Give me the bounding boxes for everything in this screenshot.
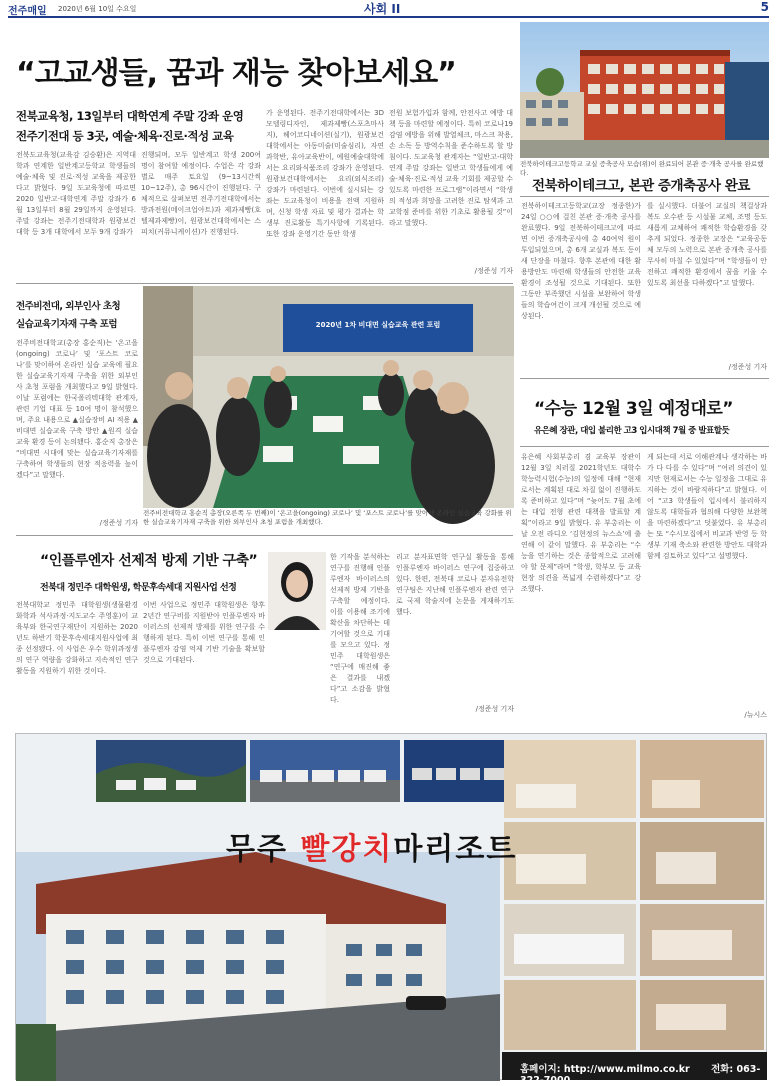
article3-body: 전주비전대학교(총장 홍순직)는 ‘온고을(ongoing) 코로나’ 및 ‘포스트 코로나’를 맞이하여 온라인 실습 교육에 필요한 실습교육기자재 구축을 위한 외부인사 초청 포럼을 개최했다고 9일 밝혔다. 이날 포럼에는 한국폴리텍대학 관계자, 관련 기업 대표 등 10여 명이 참석했으며, 주요 내용으로 ▲실습장비 AI 적용 ▲비대면 실습교육 구축 방안 ▲원격 실습 교육 환경 등이 논의됐다. 홍순직 총장은 “비대면 시대에 맞는 실습교육기자재를 구축하여 학생들의 현장 적응력을 높이겠다”고 말했다. [16, 339, 138, 479]
article1-col3: 가 운영된다. 전주기전대학에서는 3D모델링디자인, 제과제빵(스포츠마사지), 헤어코디네이션(실기), 원광보건대학에서는 아동미술(미술심리), 자연과학반, 유아교육반이, 예원예술대학에서는 요리와식품조리 강좌가 운영된다. 원광보건대학에서는 요리(외식조리) 강좌가 마련된다. 이번에 실시되는 강좌는 도교육청이 비용을 전액 지원하며, 신청 학생 자료 및 평가 결과는 학생부 진로활동 특기사항에 기록된다. 또한 강좌 운영기간 동안 학생 [266, 109, 384, 238]
article5-byline: /정준성 기자 [475, 705, 514, 713]
article5-col1: 전북대학교 정민주 대학원생(생물환경화학과 석사과정·지도교수 주영훈)이 교육부와 한국연구재단이 지원하는 2020년도 하반기 학문후속세대지원사업에 최종 선정됐다. 이 사업은 우수 학위과정생의 연구 역량을 강화하고 지속적인 연구 활동을 지원하기 위한 것이다. [16, 601, 138, 675]
article1-subheadline-2: 전주기전대 등 3곳, 예술·체육·진로·적성 교육 [16, 129, 234, 143]
ad-title-suffix: 리조트 [424, 832, 518, 867]
resort-advertisement [15, 733, 767, 1086]
ad-title-mid: 마 [393, 832, 425, 867]
article2-col2: 를 실시했다. 더불어 교실의 책걸상과 복도 오수관 등 시설물 교체, 조명 등도 새롭게 교체하여 쾌적한 학습환경을 갖추게 되었다. 정종한 교장은 “교육공동체 모두의 노력으로 본관 증개축 공사를 무사히 마칠 수 있었다”며 “학생들이 안전하고 쾌적한 환경에서 꿈을 키울 수 있도록 최선을 다하겠다”고 말했다. [647, 202, 767, 287]
article5-headline: “인플루엔자 선제적 방제 기반 구축” [40, 553, 258, 569]
resort-ad-title [226, 824, 517, 868]
ad-phone: 전화: 063-322-7000 [520, 1064, 761, 1086]
issue-date: 2020년 6월 10일 수요일 [58, 5, 137, 13]
newspaper-name: 전주매일 [8, 6, 47, 17]
article1-col1: 전북도교육청(교육감 김승환)은 지역대학과 연계한 일반계고등학교 학생들의 예술·체육 및 진로·적성 교육을 제공한다고 밝혔다. 9일 도교육청에 따르면 2020 일반고·대학연계 주말 강좌가 6월 13일부터 8월 29일까지 운영된다. 주말 강좌는 전주기전대학과 원광보건대학 등 3개 대학에서 모두 9개 강좌가 [16, 151, 136, 236]
portrait-illustration [268, 552, 326, 630]
article3-subheadline: 실습교육기자재 구축 포럼 [16, 319, 118, 330]
article3-tag: 전주비전대, 외부인사 초청 [16, 301, 121, 312]
forum-photo-caption: 전주비전대학교 홍순직 총장(오른쪽 두 번째)이 ‘온고을(ongoing) 코로나’ 및 ‘포스트 코로나’를 맞이해 온라인 실습교육 강화를 위한 실습교육기자재 구축을 위한 외부인사 초청 포럼을 개최했다. [143, 509, 512, 526]
article4-subheadline: 유은혜 장관, 대입 불리한 고3 입시대책 7월 중 발표할듯 [534, 426, 730, 436]
article5-col2: 이번 사업으로 정민주 대학원생은 향후 2년간 연구비를 지원받아 인플루엔자 바이러스의 선제적 방제를 위한 연구를 수행하게 된다. 특히 이번 연구를 통해 인플루엔자 감염 억제 기반 기술을 확보할 것으로 기대된다. [143, 601, 265, 664]
school-photo-caption: 전북하이테크고등학교 교실 증축공사 모습(위)이 완료되어 본관 증·개축 공사를 완료했다. [520, 160, 764, 177]
article1-headline: “고교생들, 꿈과 재능 찾아보세요” [16, 56, 456, 91]
resort-ad-illustration [16, 734, 768, 1081]
ad-title-highlight: 빨강치 [300, 832, 394, 867]
section-title: 사회 II [364, 2, 401, 16]
article1-col4: 전원 보험가입과 함께, 안전사고 예방 대책 등을 마련할 예정이다. 특히 코로나19 감염 예방을 위해 발열체크, 마스크 착용, 손 소독 등 방역수칙을 준수하도록 할 방침이다. 도교육청 관계자는 “일반고-대학연계 주말 강좌는 일반고 학생들에게 예술·체육·진로·적성 교육 기회를 제공할 수 있도록 마련한 프로그램”이라면서 “학생의 적성과 희망을 고려한 진로 탐색과 고교학점 준비를 위한 기초로 활용될 것”이라고 말했다. [389, 109, 513, 227]
article4-col1: 유은혜 사회부총리 겸 교육부 장관이 12월 3일 치러질 2021학년도 대학수학능력시험(수능)의 일정에 대해 “현재로서는 계획된 대로 차질 없이 진행하도록 준비하고 있다”며 “늦어도 7월 초에는 대입 전형 관련 대책을 발표할 계획”이라고 9일 밝혔다. 유 부총리는 이날 오전 라디오 ‘김현정의 뉴스쇼’에 출연해 이 같이 말했다. 유 부총리는 “수능을 연기하는 것은 종합적으로 고려해야 할 문제”라며 “학생, 학부모 등 교육 현장 의견을 폭넓게 수렴하겠다”고 강조했다. [521, 453, 641, 593]
article4-col2: 게 되는데 서로 이해관계나 생각하는 바가 다 다를 수 있다”며 “여러 의견이 있지만 현재로서는 수능 일정을 그대로 유지하는 것이 바람직하다”고 밝혔다. 이어 “고3 학생들이 입시에서 불리하지 않도록 대학들과 협의해 다양한 보완책을 마련하겠다”고 덧붙였다. 유 부총리는 또 “수시모집에서 비교과 반영 등 학생부 기재 축소와 관련한 방안도 대학과 함께 검토하고 있다”고 설명했다. [647, 453, 767, 560]
ad-homepage[interactable]: 홈페이지: http://www.milmo.co.kr [520, 1064, 690, 1075]
forum-banner-text: 2020년 1차 비대면 실습교육 관련 포럼 [315, 321, 441, 329]
ad-title-prefix: 무주 [226, 832, 288, 867]
resort-ad-contact-bar [502, 1052, 767, 1086]
page-number: 5 [760, 0, 769, 14]
article5-subheadline: 전북대 정민주 대학원생, 학문후속세대 지원사업 선정 [40, 583, 237, 593]
forum-photo [143, 286, 514, 508]
school-building-illustration [520, 22, 769, 158]
article5-col4: 리고 분자표면학 연구실 활동을 통해 인플루엔자 바이러스 연구에 집중하고 있다. 한편, 전북대 코로나 분자유전학 연구팀은 지난해 인플루엔자 관련 연구로 국제 학술지에 논문을 게재하기도 했다. [396, 553, 514, 616]
article1-col2: 진행되며, 모두 일반계고 학생 200여 명이 참여할 예정이다. 수업은 각 강좌별로 매주 토요일 (9~13시간씩 10~12주), 총 96시간이 진행된다. 구체적으로 살펴보면 전주기전대학에서는 방과전원(메이크업아트)과 제과제빵(호텔제과제빵)이, 원광보건대학에서는 스피치(커뮤니케이션)가 진행된다. [141, 151, 261, 236]
article5-col3: 한 기작을 분석하는 연구를 진행해 인플루엔자 바이러스의 선제적 방제 기반을 구축할 예정이다. 이를 이용해 조기에 확산을 차단하는 데 기여할 것으로 기대를 모으고 있다. 정민주 대학원생은 “연구에 매진해 좋은 결과를 내겠다”고 소감을 밝혔다. [330, 553, 390, 704]
article2-col1: 전북하이테크고등학교(교장 정종한)가 24일 ○○에 걸친 본관 증·개축 공사를 완료했다. 9일 전북하이테크고에 따르면 이번 증개축공사에 총 40여억 원이 투입되었으며, 총 6개 교실과 복도 등이 새 단장을 마쳤다. 향후 본관에 대한 활용방안도 마련해 학생들의 안전한 교육환경이 조성될 것으로 기대된다. 또한 그동안 부족했던 시설을 보완하여 학생들의 학습여건이 크게 개선될 것으로 예상된다. [521, 202, 641, 320]
article3-byline: /정준성 기자 [99, 519, 138, 527]
article1-subheadline-1: 전북교육청, 13일부터 대학연계 주말 강좌 운영 [16, 109, 244, 123]
article4-headline: “수능 12월 3일 예정대로” [534, 399, 733, 419]
school-building-photo [520, 22, 769, 158]
masthead [8, 0, 769, 18]
portrait-photo [268, 552, 326, 630]
article2-headline: 전북하이테크고, 본관 증개축공사 완료 [532, 178, 750, 194]
article2-byline: /정준성 기자 [728, 363, 767, 371]
article1-byline: /정준성 기자 [474, 267, 513, 275]
article4-byline: /뉴시스 [744, 711, 767, 719]
